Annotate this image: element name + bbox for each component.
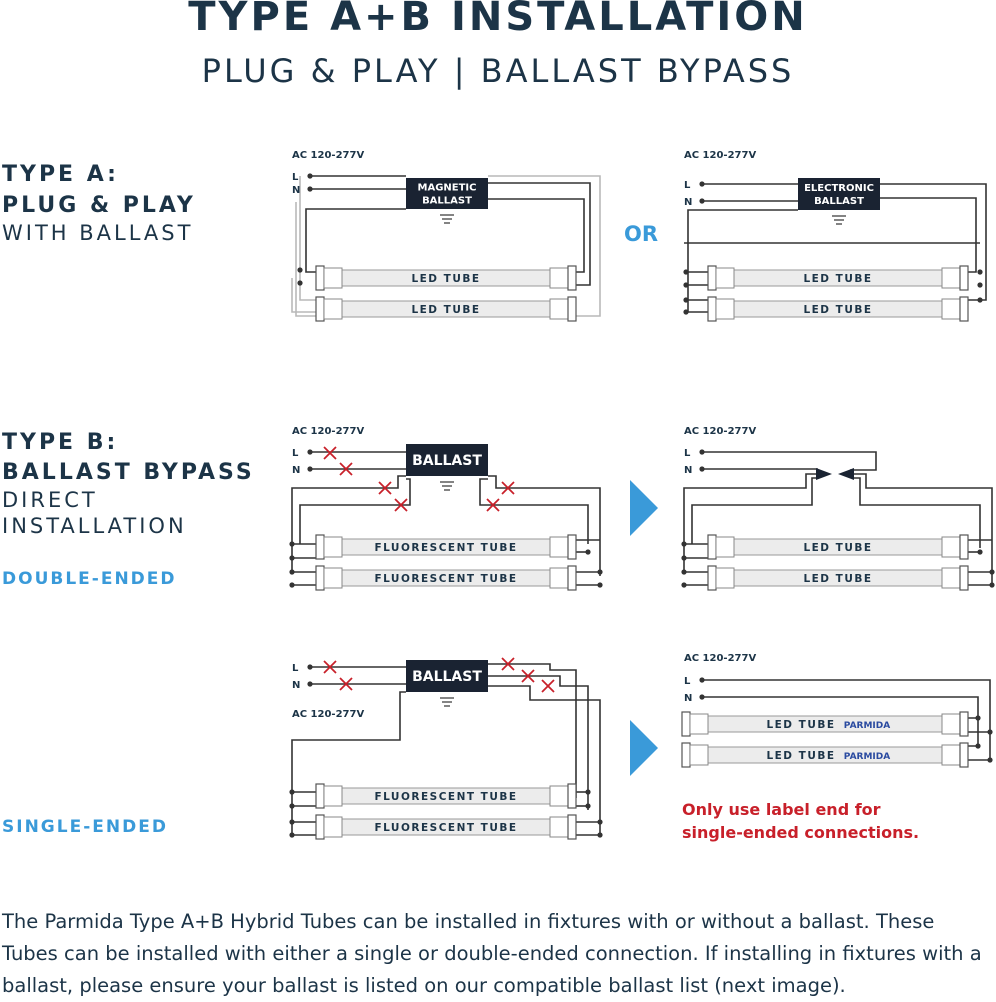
tube-end-cap-right xyxy=(568,266,576,290)
note-line-1: Only use label end for xyxy=(682,800,881,819)
led-tube-4 xyxy=(708,297,968,321)
wire-dot xyxy=(977,269,982,274)
type-b-title: TYPE B: xyxy=(2,430,119,455)
tube-label: FLUORESCENT TUBE xyxy=(374,573,518,585)
neutral-wire xyxy=(702,697,978,718)
line-label: L xyxy=(292,448,299,459)
wire-dot xyxy=(681,555,686,560)
tube-end-cap-left xyxy=(682,712,690,736)
page-subtitle: PLUG & PLAY | BALLAST BYPASS xyxy=(201,52,795,90)
tube-end-sleeve-left xyxy=(716,537,734,557)
wire-dot xyxy=(289,569,294,574)
wire-dot xyxy=(683,309,688,314)
tube-end-cap-right xyxy=(960,566,968,590)
tube-end-cap-right xyxy=(568,784,576,808)
wire-dot xyxy=(699,449,704,454)
ballast-box-2-label: BALLAST xyxy=(412,669,482,686)
magnetic-ballast-label: BALLAST xyxy=(422,195,472,207)
wire-dot xyxy=(989,582,994,587)
wire-connector xyxy=(816,468,832,480)
electronic-ballast-label: ELECTRONIC xyxy=(804,183,874,195)
tube-end-cap-right xyxy=(960,297,968,321)
tube-end-sleeve-right xyxy=(942,537,960,557)
line-label: L xyxy=(684,448,691,459)
tube-end-cap-left xyxy=(316,297,324,321)
fluorescent-tube-3 xyxy=(316,784,576,808)
wire-dot xyxy=(289,819,294,824)
brand-logo: PARMIDA xyxy=(843,752,891,762)
tube-end-sleeve-left xyxy=(324,568,342,588)
tube-label: FLUORESCENT TUBE xyxy=(374,791,518,803)
tube-end-sleeve-right xyxy=(550,537,568,557)
wire-dot xyxy=(585,549,590,554)
wire-dot xyxy=(681,569,686,574)
wire-dot xyxy=(307,664,312,669)
tube-end-sleeve-right xyxy=(942,299,960,319)
tube-end-cap-right xyxy=(568,566,576,590)
tube-label: LED TUBE xyxy=(766,719,836,731)
wire-dot xyxy=(289,582,294,587)
type-b-subtitle: BALLAST BYPASS xyxy=(2,460,255,485)
wire-dot xyxy=(989,569,994,574)
wire-connector xyxy=(838,468,854,480)
line-wire xyxy=(702,452,876,470)
single-ended-label: SINGLE-ENDED xyxy=(2,817,168,837)
voltage-label: AC 120-277V xyxy=(292,709,365,720)
wire-dot xyxy=(297,267,302,272)
neutral-label: N xyxy=(292,185,301,196)
wire-dot xyxy=(975,743,980,748)
page-title: TYPE A+B INSTALLATION xyxy=(188,0,808,40)
or-label: OR xyxy=(624,222,659,246)
tube-end-sleeve-left xyxy=(716,268,734,288)
wire-dot xyxy=(977,297,982,302)
tube-end-cap-right xyxy=(568,535,576,559)
tube-label: LED TUBE xyxy=(411,304,481,316)
wire-dot xyxy=(307,173,312,178)
bypass-arrow-2 xyxy=(630,720,658,776)
magnetic-ballast-label: MAGNETIC xyxy=(417,182,477,194)
tube-end-sleeve-right xyxy=(550,786,568,806)
tube-end-cap-right xyxy=(960,266,968,290)
ballast-output-wire xyxy=(880,198,976,272)
wire-dot xyxy=(289,832,294,837)
tube-end-cap-left xyxy=(708,535,716,559)
tube-end-cap-left xyxy=(316,784,324,808)
wire-dot xyxy=(585,789,590,794)
wire-dot xyxy=(975,715,980,720)
tube-end-cap-left xyxy=(316,566,324,590)
wire-dot xyxy=(683,297,688,302)
line-label: L xyxy=(684,676,691,687)
wire-dot xyxy=(987,729,992,734)
line-label: L xyxy=(292,663,299,674)
tube-label: LED TUBE xyxy=(803,273,873,285)
parmida-led-tube-1 xyxy=(682,712,968,736)
ground-icon xyxy=(440,215,454,223)
tube-end-cap-left xyxy=(682,743,690,767)
wire-dot xyxy=(699,466,704,471)
parmida-led-tube-2 xyxy=(682,743,968,767)
tube-end-sleeve-left xyxy=(324,299,342,319)
voltage-label: AC 120-277V xyxy=(684,653,757,664)
ground-icon xyxy=(440,698,454,706)
led-tube-6 xyxy=(708,566,968,590)
double-ended-label: DOUBLE-ENDED xyxy=(2,569,177,589)
note-line-2: single-ended connections. xyxy=(682,823,920,842)
tube-end-sleeve-right xyxy=(550,817,568,837)
wire-dot xyxy=(597,832,602,837)
tube-label: FLUORESCENT TUBE xyxy=(374,822,518,834)
ground-icon xyxy=(832,216,846,224)
type-a-title: TYPE A: xyxy=(2,162,119,187)
tube-end-sleeve-right xyxy=(942,745,960,765)
ballast-output-wire xyxy=(488,199,584,272)
ballast-output-wire xyxy=(306,209,406,272)
wire-dot xyxy=(699,694,704,699)
voltage-label: AC 120-277V xyxy=(292,150,365,161)
wire-dot xyxy=(297,280,302,285)
tube-end-sleeve-right xyxy=(550,568,568,588)
voltage-label: AC 120-277V xyxy=(684,426,757,437)
wire-dot xyxy=(289,803,294,808)
tube-end-cap-left xyxy=(316,815,324,839)
tube-label: LED TUBE xyxy=(803,304,873,316)
fixture-wire xyxy=(300,176,316,300)
ballast-output-wire xyxy=(488,664,576,798)
cut-mark xyxy=(542,680,554,692)
tube-end-cap-right xyxy=(960,743,968,767)
ballast-output-wire xyxy=(488,686,600,835)
tube-end-cap-right xyxy=(960,535,968,559)
wire-dot xyxy=(681,541,686,546)
cut-mark xyxy=(324,447,336,459)
tube-end-cap-left xyxy=(316,266,324,290)
wire-dot xyxy=(307,449,312,454)
tube-label: LED TUBE xyxy=(766,750,836,762)
bypass-wire xyxy=(854,474,992,585)
tube-label: LED TUBE xyxy=(803,573,873,585)
wire-dot xyxy=(289,789,294,794)
tube-end-sleeve-right xyxy=(942,268,960,288)
tube-end-sleeve-left xyxy=(324,268,342,288)
neutral-label: N xyxy=(684,693,693,704)
led-tube-5 xyxy=(708,535,968,559)
type-a-description: WITH BALLAST xyxy=(2,221,194,245)
tube-end-sleeve-left xyxy=(716,568,734,588)
neutral-label: N xyxy=(292,465,301,476)
tube-end-sleeve-left xyxy=(324,786,342,806)
wire-dot xyxy=(289,541,294,546)
fluorescent-tube-4 xyxy=(316,815,576,839)
line-label: L xyxy=(684,180,691,191)
brand-logo: PARMIDA xyxy=(843,721,891,731)
tube-end-sleeve-right xyxy=(550,268,568,288)
wire-dot xyxy=(987,757,992,762)
wire-dot xyxy=(977,549,982,554)
wire-dot xyxy=(289,555,294,560)
type-a-subtitle: PLUG & PLAY xyxy=(2,193,196,218)
wire-dot xyxy=(977,282,982,287)
tube-label: LED TUBE xyxy=(411,273,481,285)
voltage-label: AC 120-277V xyxy=(684,150,757,161)
wire-dot xyxy=(699,677,704,682)
tube-end-cap-right xyxy=(568,297,576,321)
led-tube-3 xyxy=(708,266,968,290)
tube-end-cap-right xyxy=(960,712,968,736)
wire-dot xyxy=(307,186,312,191)
neutral-label: N xyxy=(684,465,693,476)
type-b-installation: INSTALLATION xyxy=(2,514,187,538)
tube-end-cap-left xyxy=(316,535,324,559)
wire-dot xyxy=(585,803,590,808)
ballast-box-1-label: BALLAST xyxy=(412,453,482,470)
tube-end-sleeve-right xyxy=(942,714,960,734)
bypass-arrow-1 xyxy=(630,480,658,536)
tube-end-sleeve-left xyxy=(690,714,708,734)
ground-icon xyxy=(440,482,454,490)
tube-end-sleeve-left xyxy=(324,537,342,557)
wire-dot xyxy=(681,582,686,587)
wire-dot xyxy=(699,198,704,203)
tube-end-sleeve-left xyxy=(690,745,708,765)
tube-end-sleeve-left xyxy=(324,817,342,837)
line-label: L xyxy=(292,172,299,183)
tube-label: LED TUBE xyxy=(803,542,873,554)
led-tube-2 xyxy=(316,297,576,321)
wire-dot xyxy=(699,181,704,186)
wire-dot xyxy=(683,269,688,274)
tube-label: FLUORESCENT TUBE xyxy=(374,542,518,554)
voltage-label: AC 120-277V xyxy=(292,426,365,437)
fluorescent-tube-1 xyxy=(316,535,576,559)
wire-dot xyxy=(597,569,602,574)
tube-end-sleeve-right xyxy=(550,299,568,319)
wire-dot xyxy=(307,681,312,686)
neutral-label: N xyxy=(684,197,693,208)
type-b-direct: DIRECT xyxy=(2,488,98,512)
tube-end-cap-right xyxy=(568,815,576,839)
led-tube-1 xyxy=(316,266,576,290)
wire-dot xyxy=(597,819,602,824)
wire-dot xyxy=(307,466,312,471)
wire-dot xyxy=(683,282,688,287)
description-paragraph: The Parmida Type A+B Hybrid Tubes can be installed in fixtures with or without a ballast. These Tubes can be installed with either a single or double-ended connection. If installing in fixtures with a ballast, please ensure your ballast is listed on our compatible ballast list (next image). xyxy=(2,910,982,997)
electronic-ballast-label: BALLAST xyxy=(814,196,864,208)
tube-end-cap-left xyxy=(708,297,716,321)
tube-end-sleeve-left xyxy=(716,299,734,319)
wire-dot xyxy=(597,582,602,587)
tube-end-cap-left xyxy=(708,566,716,590)
tube-end-sleeve-right xyxy=(942,568,960,588)
neutral-label: N xyxy=(292,680,301,691)
ballast-output-wire xyxy=(688,210,798,312)
tube-end-cap-left xyxy=(708,266,716,290)
fluorescent-tube-2 xyxy=(316,566,576,590)
